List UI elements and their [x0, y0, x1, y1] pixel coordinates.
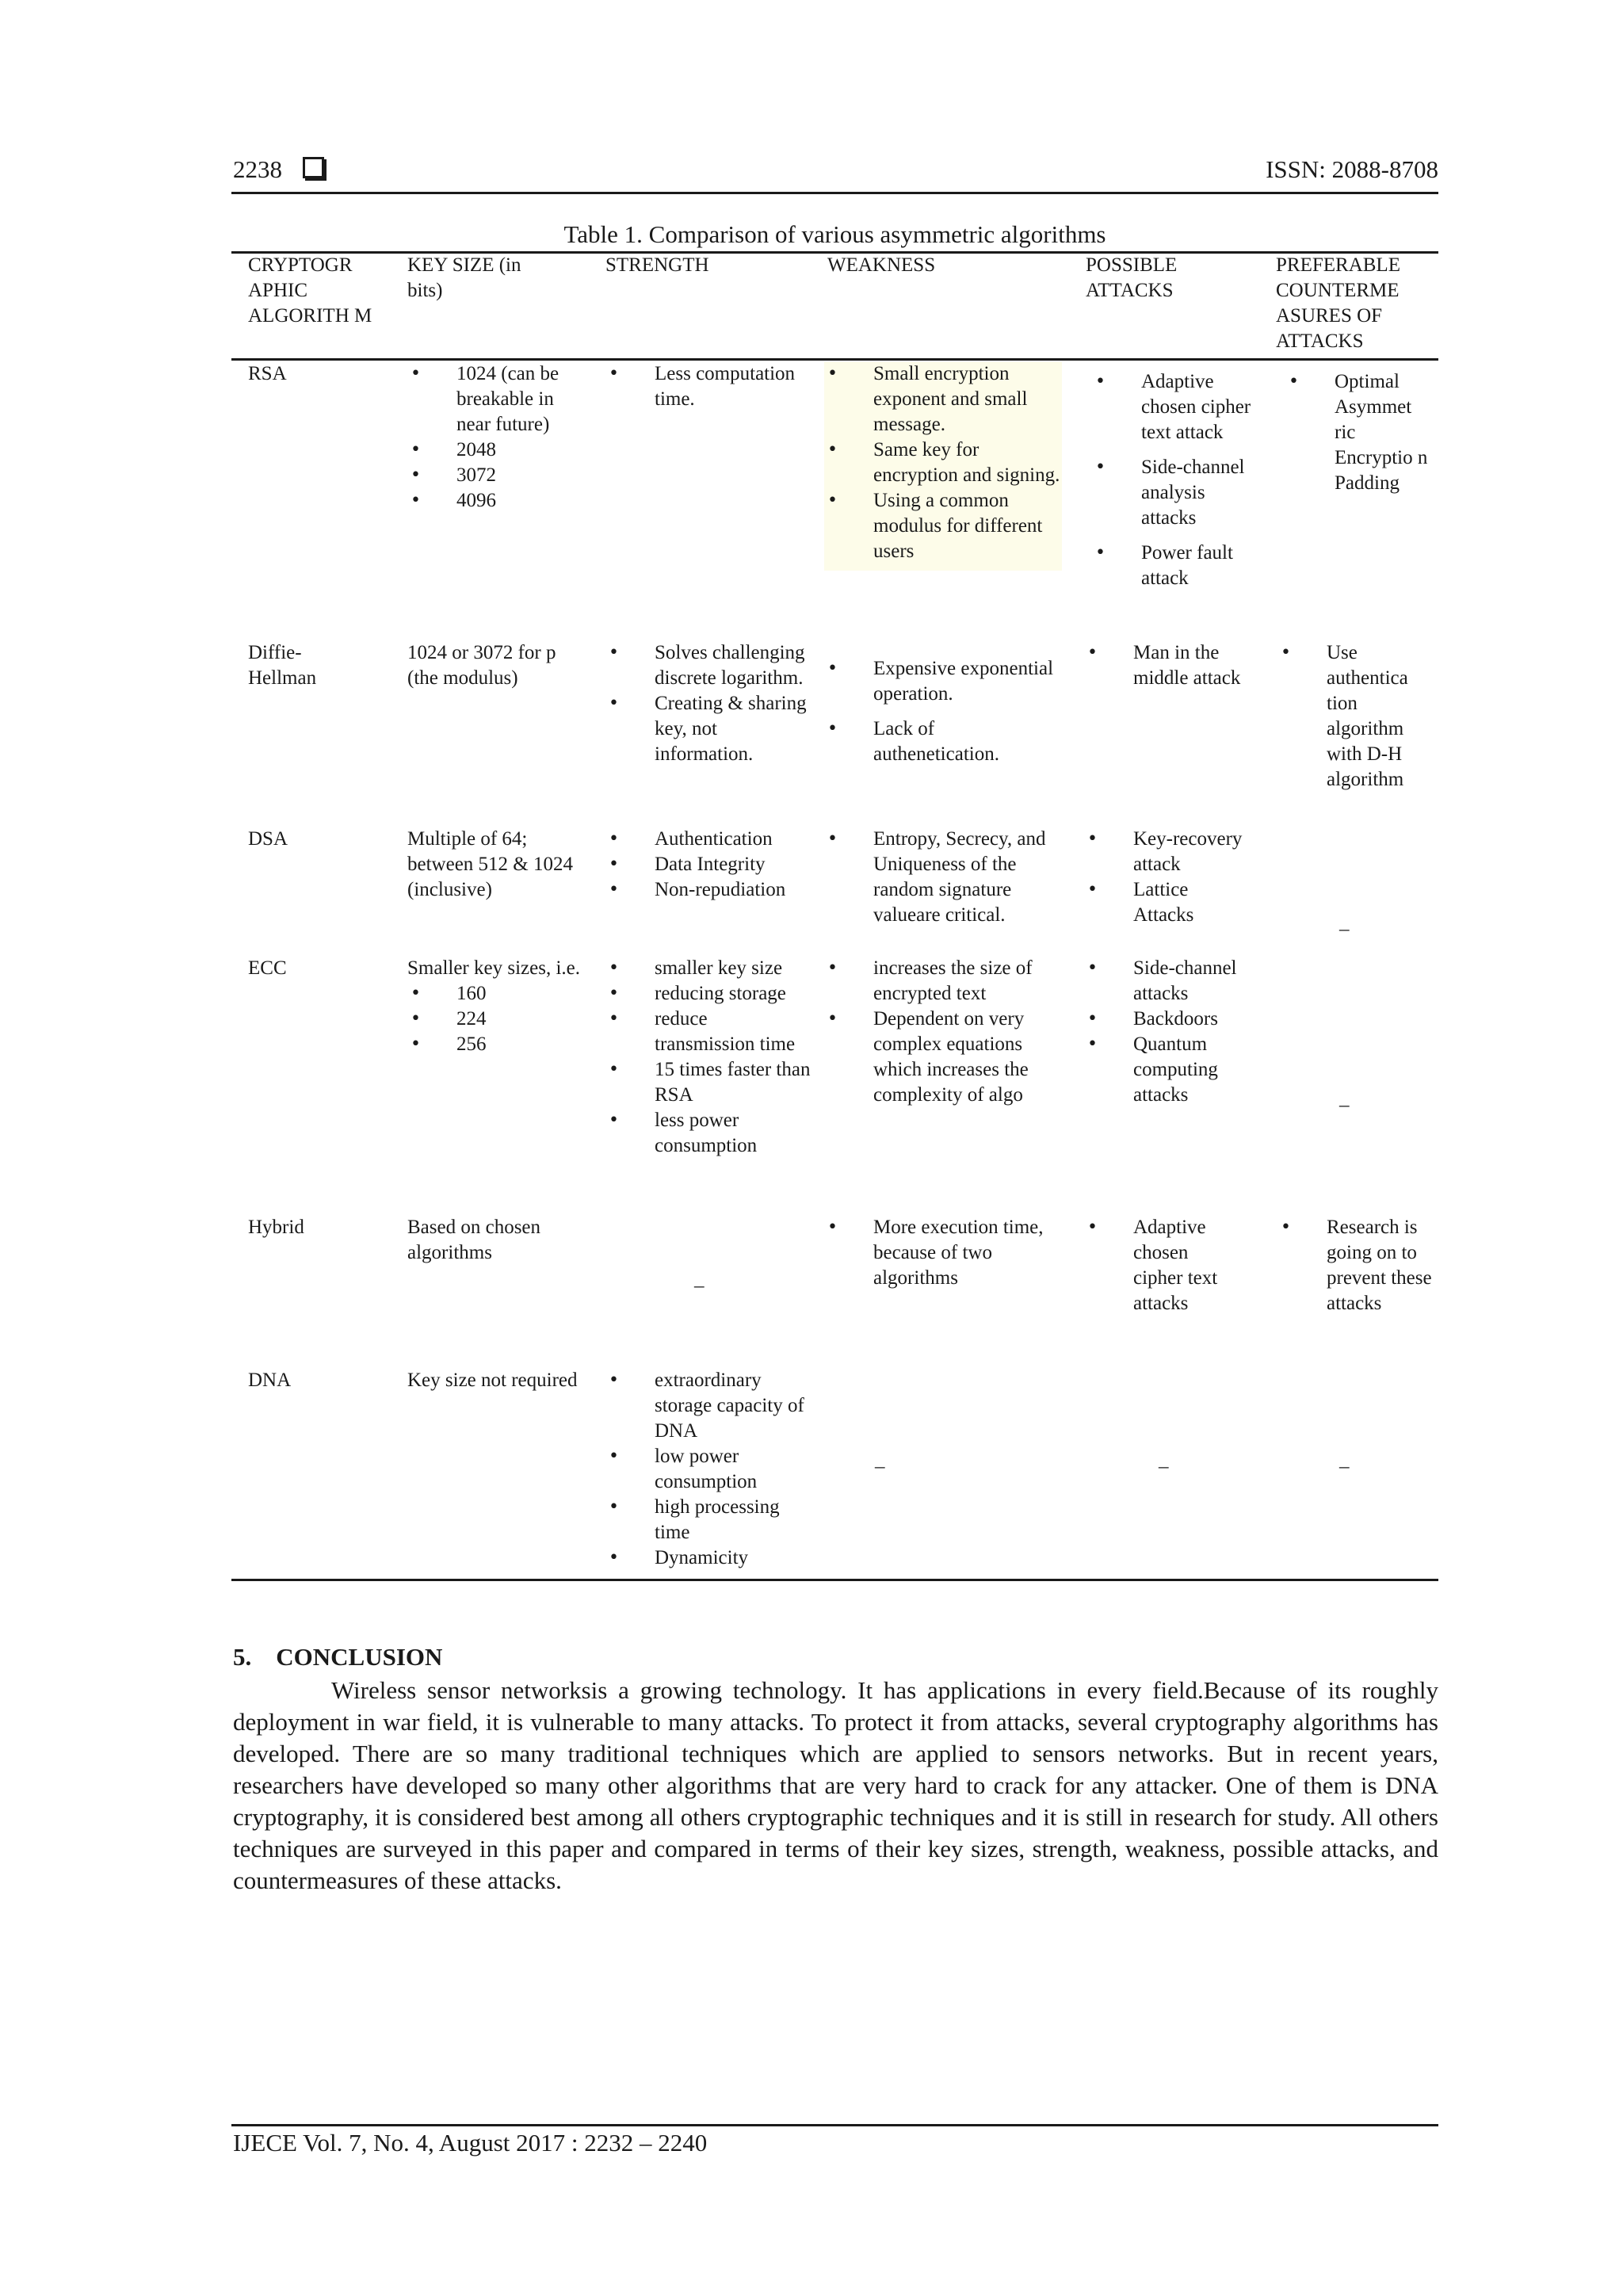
table-cell-weakness	[824, 1215, 1062, 1291]
column-header-weakness: WEAKNESS	[827, 254, 936, 276]
list-item: • 1024 (can be breakable in near future)	[407, 361, 578, 437]
list-item: • Small encryption exponent and small message.	[824, 361, 1062, 437]
list-item: • Optimal Asymmet ric Encryptio n Padding	[1285, 369, 1432, 496]
table-cell-attacks	[1084, 827, 1243, 928]
table-cell-key-size: 1024 or 3072 for p (the modulus)	[407, 642, 556, 689]
list-item: • Power fault attack	[1092, 541, 1258, 591]
table-cell-attacks	[1084, 956, 1243, 1108]
list-item: • 256	[407, 1032, 586, 1057]
table-cell-strength: _	[694, 1268, 705, 1289]
table-cell-strength	[605, 361, 796, 412]
column-header-countermeasures: PREFERABLE COUNTERME ASURES OF ATTACKS	[1276, 254, 1400, 352]
table-cell-attacks: _	[1159, 1449, 1169, 1470]
list-item: • Lack of authenetication.	[824, 716, 1062, 767]
checkbox-symbol-icon	[303, 157, 324, 178]
list-item: • Lattice Attacks	[1084, 877, 1243, 928]
list-item: • Using a common modulus for different users	[824, 488, 1062, 564]
table-cell-attacks	[1084, 1215, 1243, 1316]
table-caption: Table 1. Comparison of various asymmetric algorithms	[563, 220, 1106, 248]
list-item: • low power consumption	[605, 1444, 812, 1495]
table-cell-countermeasures: _	[1339, 911, 1350, 933]
header-rule	[231, 192, 1438, 194]
table-cell-countermeasures: _	[1339, 1449, 1350, 1470]
list-item: • less power consumption	[605, 1108, 812, 1159]
table-header-rule	[231, 358, 1438, 361]
list-item: • More execution time, because of two algorithms	[824, 1215, 1062, 1291]
list-item: • Expensive exponential operation.	[824, 656, 1062, 707]
table-cell-algorithm: DSA	[248, 828, 288, 850]
table-cell-attacks	[1092, 369, 1258, 601]
list-item: • 3072	[407, 463, 578, 488]
list-item: • 4096	[407, 488, 578, 514]
list-item: • Data Integrity	[605, 852, 812, 877]
list-item: • reducing storage	[605, 981, 812, 1007]
list-item: • Backdoors	[1084, 1007, 1243, 1032]
page-number: 2238	[233, 155, 324, 184]
list-item: • Same key for encryption and signing.	[824, 437, 1062, 488]
list-item: • Dependent on very complex equations which increases the complexity of algo	[824, 1007, 1062, 1108]
key-size-text: Smaller key sizes, i.e.	[407, 957, 580, 979]
list-item: • Solves challenging discrete logarithm.	[605, 640, 812, 691]
table-cell-strength	[605, 827, 812, 903]
list-item: • Quantum computing attacks	[1084, 1032, 1243, 1108]
column-header-algorithm: CRYPTOGR APHIC ALGORITH M	[248, 254, 372, 327]
table-cell-key-size	[407, 956, 586, 1057]
journal-footer: IJECE Vol. 7, No. 4, August 2017 : 2232 – 2240	[233, 2129, 708, 2157]
table-cell-countermeasures	[1277, 1215, 1436, 1316]
list-item: • Use authentica tion algorithm with D-H algorithm	[1277, 640, 1436, 793]
list-item: • extraordinary storage capacity of DNA	[605, 1368, 812, 1444]
table-cell-attacks	[1084, 640, 1251, 691]
list-item: • reduce transmission time	[605, 1007, 812, 1057]
list-item: • 160	[407, 981, 586, 1007]
footer-rule	[231, 2124, 1438, 2126]
table-cell-weakness	[824, 656, 1062, 777]
conclusion-paragraph: Wireless sensor networksis a growing technology. It has applications in every field.Because of its roughly deployment in war field, it is vulnerable to many attacks. To protect it from attacks, several cryptography algorithms has developed. There are so many traditional techniques which are applied to sensors networks. But in recent years, researchers have developed so many other algorithms that are very hard to crack for any attacker. One of them is DNA cryptography, it is considered best among all others cryptographic techniques and it is still in research for study. All others techniques are surveyed in this paper and compared in terms of their key sizes, strength, weakness, possible attacks, and countermeasures of these attacks.	[233, 1676, 1438, 1894]
table-cell-strength	[605, 956, 812, 1159]
list-item: • Research is going on to prevent these attacks	[1277, 1215, 1436, 1316]
table-cell-strength	[605, 640, 812, 767]
table-bottom-rule	[231, 1579, 1438, 1581]
table-cell-key-size: Based on chosen algorithms	[407, 1217, 541, 1263]
table-cell-key-size: Multiple of 64; between 512 & 1024 (inclusive)	[407, 828, 573, 900]
table-cell-strength	[605, 1368, 812, 1571]
issn: ISSN: 2088-8708	[1266, 155, 1438, 183]
table-cell-algorithm: Hybrid	[248, 1217, 304, 1238]
table-cell-weakness: _	[875, 1449, 885, 1470]
list-item: • Key-recovery attack	[1084, 827, 1243, 877]
table-cell-countermeasures: _	[1339, 1087, 1350, 1109]
list-item: • 15 times faster than RSA	[605, 1057, 812, 1108]
column-header-attacks: POSSIBLE ATTACKS	[1086, 254, 1178, 301]
table-cell-key-size	[407, 361, 578, 514]
table-cell-weakness	[824, 956, 1062, 1108]
list-item: • Adaptive chosen cipher text attacks	[1084, 1215, 1243, 1316]
column-header-strength: STRENGTH	[605, 254, 709, 276]
list-item: • high processing time	[605, 1495, 812, 1545]
list-item: • Side-channel attacks	[1084, 956, 1243, 1007]
table-cell-weakness	[824, 827, 1062, 928]
list-item: • Authentication	[605, 827, 812, 852]
table-cell-algorithm: Diffie-Hellman	[248, 642, 317, 689]
table-cell-countermeasures	[1285, 369, 1432, 496]
section-title: 5. CONCLUSION	[233, 1643, 443, 1671]
list-item: • smaller key size	[605, 956, 812, 981]
list-item: • 2048	[407, 437, 578, 463]
table-cell-key-size: Key size not required	[407, 1370, 578, 1391]
table-cell-algorithm: ECC	[248, 957, 287, 979]
list-item: • Creating & sharing key, not information.	[605, 691, 812, 767]
table-cell-algorithm: RSA	[248, 363, 287, 384]
column-header-key-size: KEY SIZE (in bits)	[407, 254, 521, 301]
list-item: • 224	[407, 1007, 586, 1032]
list-item: • Man in the middle attack	[1084, 640, 1251, 691]
table-cell-countermeasures	[1277, 640, 1436, 793]
list-item: • increases the size of encrypted text	[824, 956, 1062, 1007]
list-item: • Entropy, Secrecy, and Uniqueness of the random signature valueare critical.	[824, 827, 1062, 928]
list-item: • Side-channel analysis attacks	[1092, 455, 1258, 531]
list-item: • Non-repudiation	[605, 877, 812, 903]
key-size-list	[407, 981, 586, 1057]
list-item: • Adaptive chosen cipher text attack	[1092, 369, 1258, 445]
list-item: • Less computation time.	[605, 361, 796, 412]
list-item: • Dynamicity	[605, 1545, 812, 1571]
table-cell-weakness	[824, 361, 1062, 571]
table-cell-algorithm: DNA	[248, 1370, 292, 1391]
